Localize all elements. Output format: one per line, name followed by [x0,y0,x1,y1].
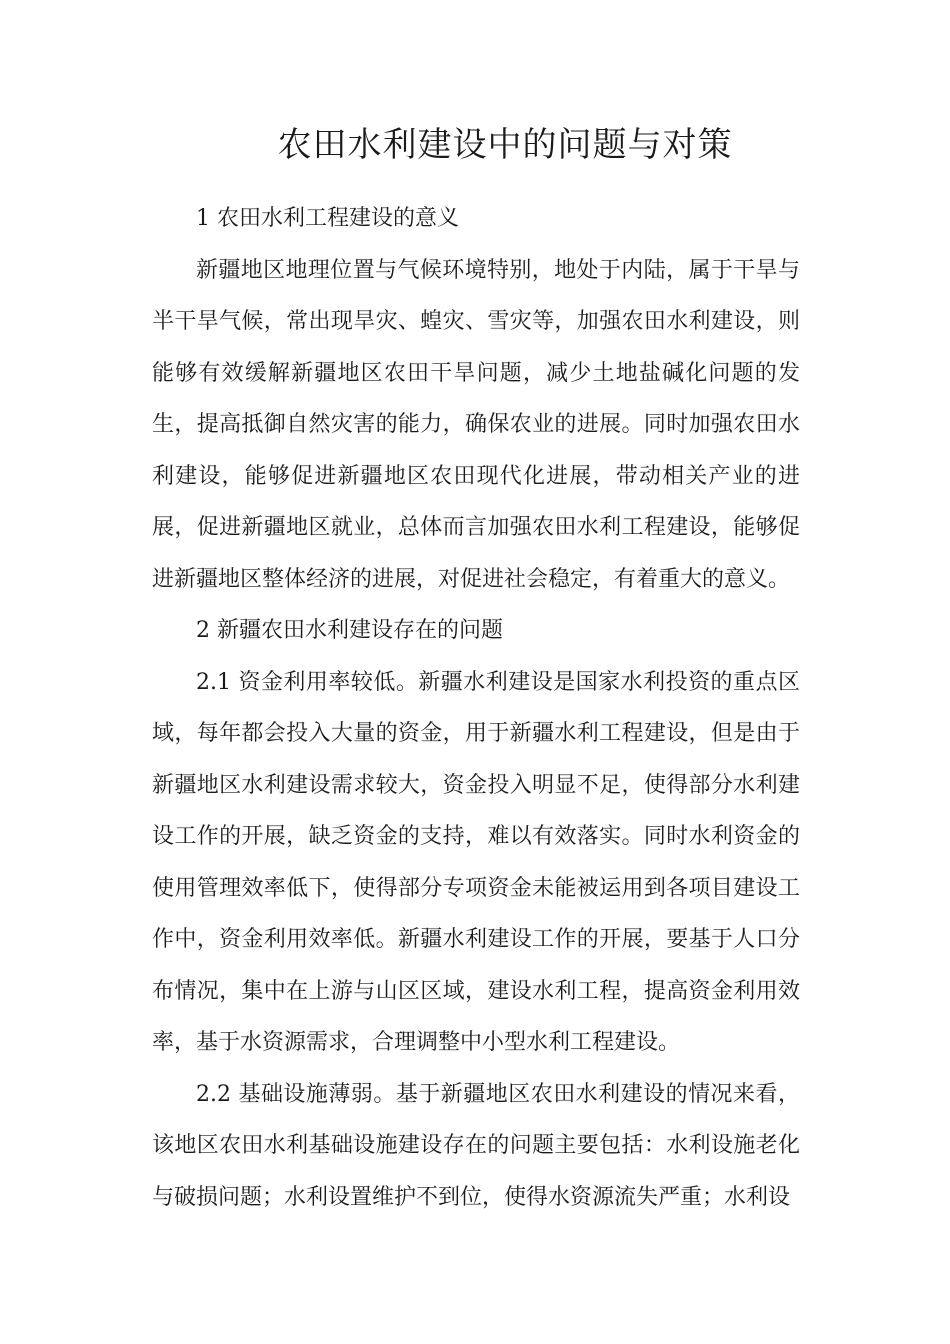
document-title: 农田水利建设中的问题与对策 [277,125,733,165]
document-body [152,193,800,1223]
section-heading-1: 1 农田水利工程建设的意义 [196,206,459,231]
paragraph-significance: 新疆地区地理位置与气候环境特别，地处于内陆，属于干旱与半干旱气候，常出现旱灾、蝗灾、雪灾等，加强农田水利建设，则能够有效缓解新疆地区农田干旱问题，减少土地盐碱化问题的发生，提高抵御自然灾害的能力，确保农业的进展。同时加强农田水利建设，能够促进新疆地区农田现代化进展，带动相关产业的进展，促进新疆地区就业，总体而言加强农田水利工程建设，能够促进新疆地区整体经济的进展，对促进社会稳定，有着重大的意义。 [152,257,800,592]
paragraph-funding: 2.1 资金利用率较低。新疆水利建设是国家水利投资的重点区域，每年都会投入大量的资金，用于新疆水利工程建设，但是由于新疆地区水利建设需求较大，资金投入明显不足，使得部分水利建设工作的开展，缺乏资金的支持，难以有效落实。同时水利资金的使用管理效率低下，使得部分专项资金未能被运用到各项目建设工作中，资金利用效率低。新疆水利建设工作的开展，要基于人口分布情况，集中在上游与山区区域，建设水利工程，提高资金利用效率，基于水资源需求，合理调整中小型水利工程建设。 [152,669,800,1055]
section-heading-2: 2 新疆农田水利建设存在的问题 [196,618,503,643]
paragraph-infrastructure: 2.2 基础设施薄弱。基于新疆地区农田水利建设的情况来看，该地区农田水利基础设施建设存在的问题主要包括：水利设施老化与破损问题；水利设置维护不到位，使得水资源流失严重；水利设 [152,1081,800,1210]
